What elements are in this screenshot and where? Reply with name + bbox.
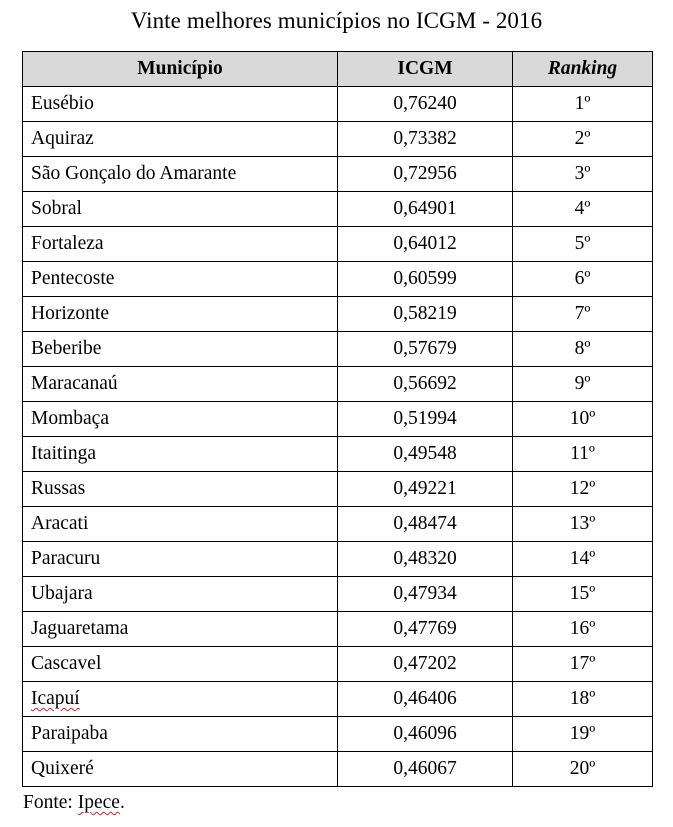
cell-ranking: 6º <box>513 262 653 297</box>
cell-ranking: 14º <box>513 542 653 577</box>
table-row <box>23 507 653 542</box>
municipio-name: Horizonte <box>31 303 109 324</box>
header-ranking: Ranking <box>513 52 653 87</box>
table-row <box>23 332 653 367</box>
cell-ranking: 20º <box>513 752 653 787</box>
table-title: Vinte melhores municípios no ICGM - 2016 <box>130 8 543 33</box>
cell-municipio <box>23 157 338 192</box>
cell-municipio <box>23 87 338 122</box>
table-row <box>23 717 653 752</box>
cell-icgm: 0,47202 <box>338 647 513 682</box>
source-label: Fonte: <box>23 792 78 813</box>
table-row <box>23 542 653 577</box>
cell-municipio <box>23 402 338 437</box>
cell-municipio <box>23 122 338 157</box>
cell-municipio <box>23 577 338 612</box>
table-row <box>23 682 653 717</box>
table-row <box>23 297 653 332</box>
municipio-name: Beberibe <box>31 338 102 359</box>
cell-ranking: 4º <box>513 192 653 227</box>
cell-municipio <box>23 682 338 717</box>
cell-municipio <box>23 192 338 227</box>
cell-icgm: 0,47934 <box>338 577 513 612</box>
municipio-name: Mombaça <box>31 408 109 429</box>
cell-ranking: 9º <box>513 367 653 402</box>
table-row <box>23 192 653 227</box>
cell-municipio <box>23 332 338 367</box>
cell-icgm: 0,58219 <box>338 297 513 332</box>
cell-icgm: 0,60599 <box>338 262 513 297</box>
source-note <box>23 792 125 814</box>
table-row <box>23 402 653 437</box>
cell-ranking: 1º <box>513 87 653 122</box>
cell-icgm: 0,49221 <box>338 472 513 507</box>
cell-icgm: 0,73382 <box>338 122 513 157</box>
cell-ranking: 19º <box>513 717 653 752</box>
cell-ranking: 10º <box>513 402 653 437</box>
municipio-name: São Gonçalo do Amarante <box>31 163 237 184</box>
cell-municipio <box>23 437 338 472</box>
municipio-name: Paracuru <box>31 548 101 569</box>
cell-municipio <box>23 227 338 262</box>
cell-icgm: 0,46406 <box>338 682 513 717</box>
municipio-name: Sobral <box>31 198 82 219</box>
table-body <box>23 87 653 787</box>
municipio-name: Fortaleza <box>31 233 104 254</box>
cell-ranking: 2º <box>513 122 653 157</box>
cell-icgm: 0,48320 <box>338 542 513 577</box>
municipio-name: Jaguaretama <box>31 618 129 639</box>
ranking-table <box>22 51 653 787</box>
header-icgm: ICGM <box>338 52 513 87</box>
table-row <box>23 437 653 472</box>
table-row <box>23 612 653 647</box>
source-name: Ipece <box>77 792 120 813</box>
source-suffix: . <box>119 792 125 813</box>
cell-icgm: 0,76240 <box>338 87 513 122</box>
cell-ranking: 12º <box>513 472 653 507</box>
cell-municipio <box>23 717 338 752</box>
municipio-name: Aquiraz <box>31 128 94 149</box>
cell-municipio <box>23 297 338 332</box>
cell-ranking: 13º <box>513 507 653 542</box>
cell-municipio <box>23 647 338 682</box>
municipio-name: Ubajara <box>31 583 93 604</box>
cell-icgm: 0,64901 <box>338 192 513 227</box>
cell-ranking: 11º <box>513 437 653 472</box>
cell-icgm: 0,56692 <box>338 367 513 402</box>
municipio-name: Maracanaú <box>31 373 118 394</box>
table-row <box>23 262 653 297</box>
cell-ranking: 3º <box>513 157 653 192</box>
cell-icgm: 0,51994 <box>338 402 513 437</box>
cell-icgm: 0,46096 <box>338 717 513 752</box>
header-row <box>23 52 653 87</box>
cell-ranking: 16º <box>513 612 653 647</box>
cell-icgm: 0,49548 <box>338 437 513 472</box>
cell-municipio <box>23 752 338 787</box>
cell-icgm: 0,47769 <box>338 612 513 647</box>
table-row <box>23 87 653 122</box>
table-row <box>23 227 653 262</box>
cell-municipio <box>23 472 338 507</box>
table-row <box>23 122 653 157</box>
cell-ranking: 7º <box>513 297 653 332</box>
cell-municipio <box>23 262 338 297</box>
cell-ranking: 5º <box>513 227 653 262</box>
table-row <box>23 367 653 402</box>
cell-ranking: 18º <box>513 682 653 717</box>
cell-municipio <box>23 507 338 542</box>
table-row <box>23 577 653 612</box>
municipio-name: Cascavel <box>31 653 102 674</box>
cell-municipio <box>23 612 338 647</box>
cell-icgm: 0,57679 <box>338 332 513 367</box>
municipio-name: Pentecoste <box>31 268 115 289</box>
municipio-name: Quixeré <box>31 758 94 779</box>
municipio-name: Icapuí <box>31 688 80 709</box>
table-header <box>23 52 653 87</box>
cell-ranking: 8º <box>513 332 653 367</box>
municipio-name: Aracati <box>31 513 89 534</box>
municipio-name: Russas <box>31 478 86 499</box>
municipio-name: Itaitinga <box>31 443 96 464</box>
table-row <box>23 157 653 192</box>
municipio-name: Eusébio <box>31 93 94 114</box>
municipio-name: Paraipaba <box>31 723 108 744</box>
cell-ranking: 17º <box>513 647 653 682</box>
table-row <box>23 752 653 787</box>
cell-municipio <box>23 542 338 577</box>
cell-icgm: 0,64012 <box>338 227 513 262</box>
cell-ranking: 15º <box>513 577 653 612</box>
header-municipio: Município <box>23 52 338 87</box>
cell-icgm: 0,46067 <box>338 752 513 787</box>
table-row <box>23 472 653 507</box>
table-row <box>23 647 653 682</box>
cell-municipio <box>23 367 338 402</box>
cell-icgm: 0,48474 <box>338 507 513 542</box>
cell-icgm: 0,72956 <box>338 157 513 192</box>
